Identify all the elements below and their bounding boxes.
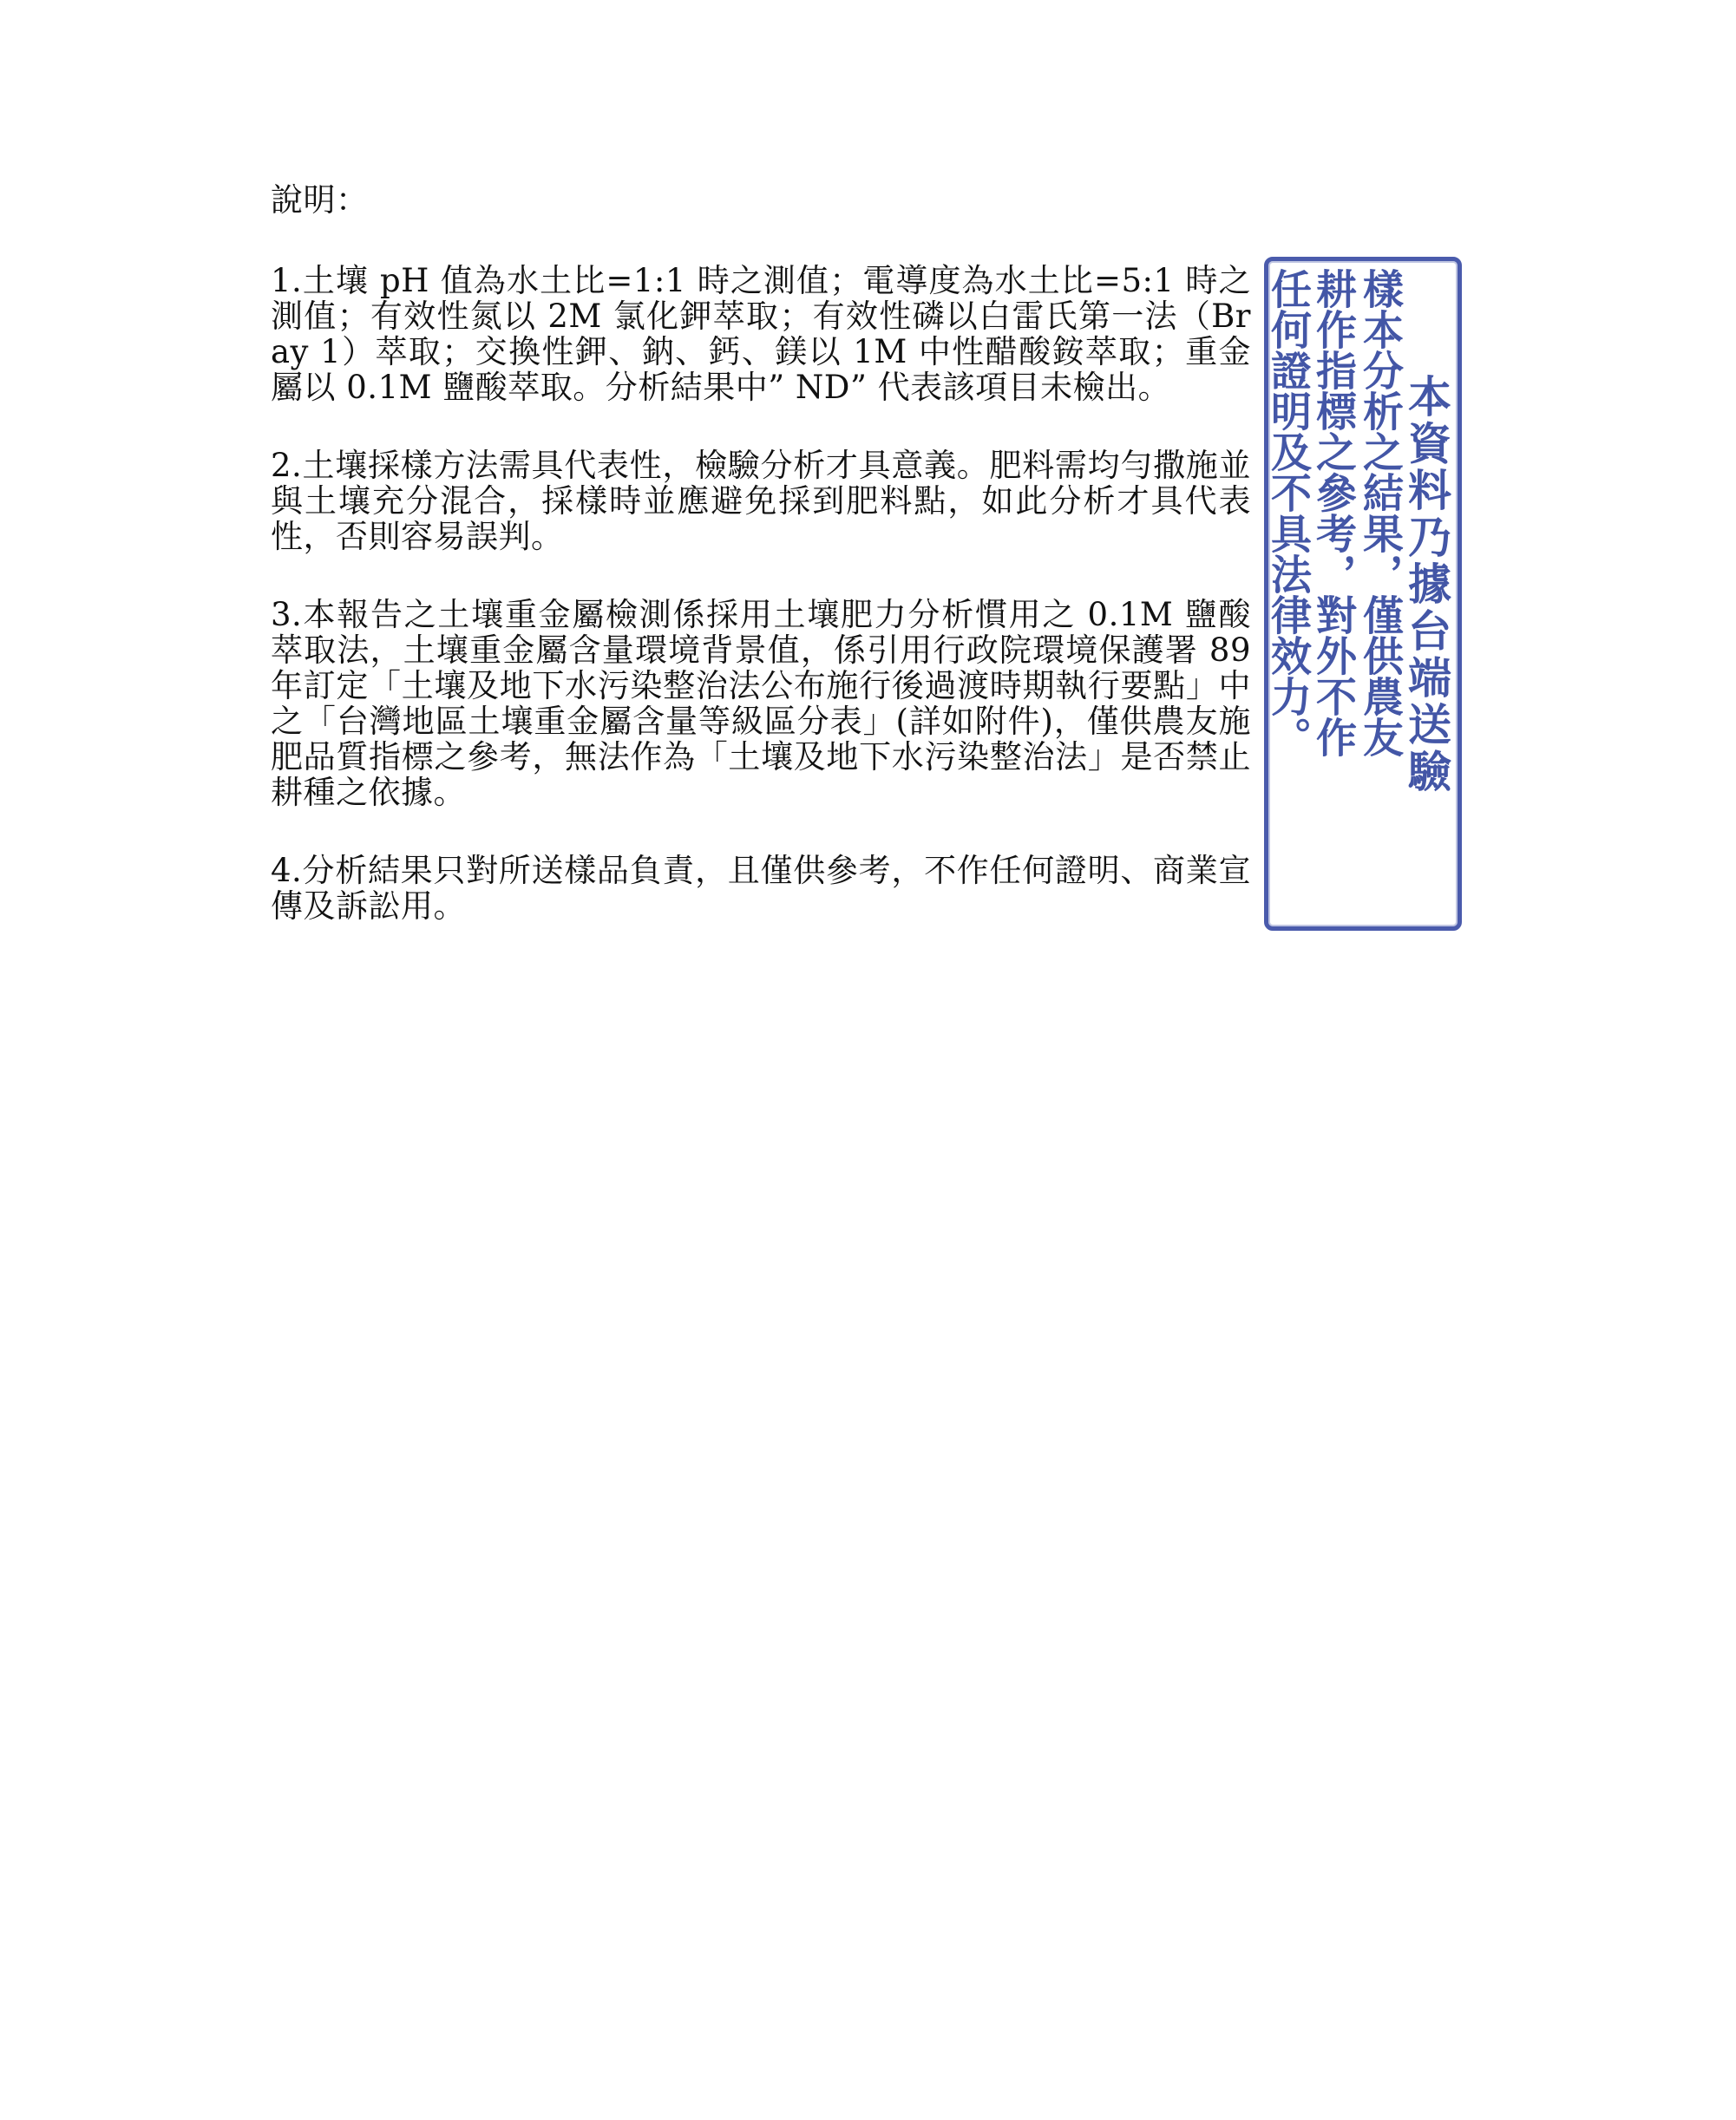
note-item-3: 3.本報告之土壤重金屬檢測係採用土壤肥力分析慣用之 0.1M 鹽酸萃取法，土壤重金屬含量環境背景值，係引用行政院環境保護署 89 年訂定「土壤及地下水污染整治法公布施行後過渡時期執行要點」中之「台灣地區土壤重金屬含量等級區分表」(詳如附件)，僅供農友施肥品質指標之參考，無法作為「土壤及地下水污染整治法」是否禁止耕種之依據。 bbox=[271, 596, 1251, 811]
note-item-4: 4.分析結果只對所送樣品負責，且僅供參考，不作任何證明、商業宣傳及訴訟用。 bbox=[271, 852, 1251, 925]
stamp-column-3: 耕作指標之參考，對外不作 bbox=[1309, 268, 1357, 757]
notes-heading: 說明： bbox=[271, 181, 369, 219]
stamp-column-2: 樣本分析之結果，僅供農友 bbox=[1356, 268, 1404, 757]
disclaimer-stamp bbox=[1264, 257, 1462, 931]
note-item-2: 2.土壤採樣方法需具代表性，檢驗分析才具意義。肥料需均勻撒施並與土壤充分混合，採樣時並應避免採到肥料點，如此分析才具代表性，否則容易誤判。 bbox=[271, 447, 1251, 555]
stamp-column-1: 本資料乃據台端送驗 bbox=[1401, 374, 1452, 795]
note-item-1: 1.土壤 pH 值為水土比=1:1 時之測值；電導度為水土比=5:1 時之測值；有效性氮以 2M 氯化鉀萃取；有效性磷以白雷氏第一法（Bray 1）萃取；交換性鉀、鈉、鈣、鎂以 1M 中性醋酸銨萃取；重金屬以 0.1M 鹽酸萃取。分析結果中” ND” 代表該項目未檢出。 bbox=[271, 262, 1251, 406]
notes-section bbox=[271, 182, 1251, 966]
stamp-column-4: 任何證明及不具法律效力。 bbox=[1264, 268, 1312, 757]
